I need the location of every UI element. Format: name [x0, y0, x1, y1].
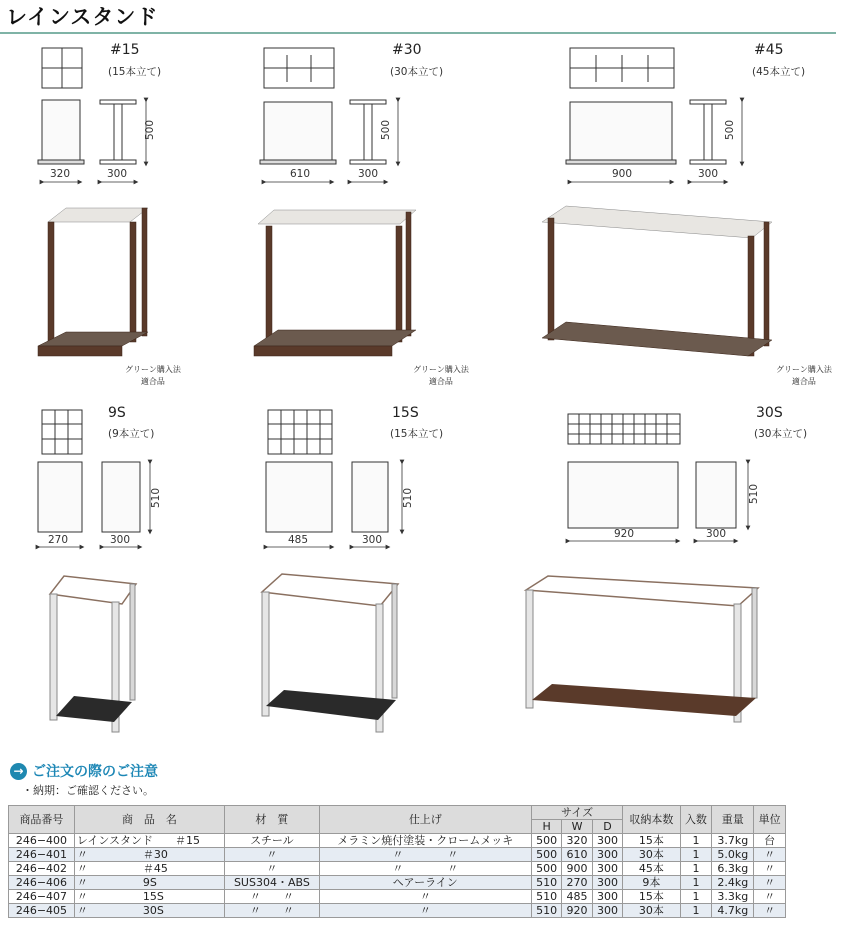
table-cell: 270 [562, 876, 592, 890]
capacity-label-30: (30本立て) [390, 66, 444, 78]
table-cell: 320 [562, 834, 592, 848]
table-cell: 〃 [319, 904, 531, 918]
dim-depth-9s: 300 [110, 534, 131, 546]
spec-table [8, 805, 786, 918]
green-label-15: グリーン購入法 適合品 [125, 365, 181, 386]
dim-depth-15: 300 [107, 168, 128, 180]
table-cell: 〃 [319, 890, 531, 904]
dim-width-9s: 270 [48, 534, 69, 546]
page-title: レインスタンド [6, 5, 159, 29]
header-finish: 仕上げ [319, 806, 531, 834]
table-row [9, 876, 786, 890]
green-label-30: グリーン購入法 適合品 [413, 365, 469, 386]
table-cell: 246−405 [9, 904, 75, 918]
table-cell: 15本 [623, 890, 680, 904]
dim-depth-15s: 300 [362, 534, 383, 546]
table-cell: 510 [531, 890, 561, 904]
table-cell: 1 [680, 848, 712, 862]
table-cell: メラミン焼付塗装・クロームメッキ [319, 834, 531, 848]
header-quantity: 入数 [680, 806, 712, 834]
table-cell: 246−407 [9, 890, 75, 904]
notice-title: ご注文の際のご注意 [32, 764, 158, 780]
table-cell: SUS304・ABS [225, 876, 320, 890]
table-cell: 246−406 [9, 876, 75, 890]
model-label-30s: 30S [756, 405, 783, 421]
dim-depth-30: 300 [358, 168, 379, 180]
table-cell: 610 [562, 848, 592, 862]
table-cell: 510 [531, 876, 561, 890]
table-cell: 6.3kg [712, 862, 754, 876]
table-cell: 〃 [754, 904, 786, 918]
capacity-label-45: (45本立て) [752, 66, 806, 78]
table-cell: 300 [592, 862, 622, 876]
arrow-right-icon: → [10, 763, 27, 780]
capacity-label-15s: (15本立て) [390, 428, 444, 440]
capacity-label-9s: (9本立て) [108, 428, 155, 440]
table-cell: 3.7kg [712, 834, 754, 848]
header-material: 材 質 [225, 806, 320, 834]
table-cell: レインスタンド ＃15 [74, 834, 224, 848]
table-cell: 1 [680, 834, 712, 848]
dim-depth-45: 300 [698, 168, 719, 180]
table-cell: 〃 [754, 848, 786, 862]
capacity-label-15: (15本立て) [108, 66, 162, 78]
table-cell: 900 [562, 862, 592, 876]
table-cell: 300 [592, 904, 622, 918]
dim-width-30s: 920 [614, 528, 635, 540]
table-cell: 〃 〃 [319, 848, 531, 862]
green-label-45: グリーン購入法 適合品 [776, 365, 832, 386]
table-cell: スチール [225, 834, 320, 848]
table-cell: 〃 [754, 862, 786, 876]
dim-height-15s: 510 [402, 487, 415, 509]
model-label-30: #30 [392, 42, 422, 58]
table-cell: 1 [680, 904, 712, 918]
model-label-15s: 15S [392, 405, 419, 421]
dim-width-30: 610 [290, 168, 311, 180]
table-cell: 30本 [623, 904, 680, 918]
dim-width-15: 320 [50, 168, 71, 180]
table-cell: 5.0kg [712, 848, 754, 862]
header-product-name: 商 品 名 [74, 806, 224, 834]
dim-width-15s: 485 [288, 534, 309, 546]
dim-height-9s: 510 [150, 487, 163, 509]
table-cell: 〃 15S [74, 890, 224, 904]
model-label-9s: 9S [108, 405, 126, 421]
table-cell: 〃 ＃45 [74, 862, 224, 876]
table-cell: 510 [531, 904, 561, 918]
table-cell: 500 [531, 862, 561, 876]
table-cell: 500 [531, 848, 561, 862]
table-cell: 〃 〃 [225, 904, 320, 918]
table-cell: 〃 9S [74, 876, 224, 890]
header-size-h: H [531, 820, 561, 834]
table-cell: 15本 [623, 834, 680, 848]
table-cell: ヘアーライン [319, 876, 531, 890]
table-cell: 246−401 [9, 848, 75, 862]
table-row [9, 890, 786, 904]
table-cell: 9本 [623, 876, 680, 890]
table-cell: 920 [562, 904, 592, 918]
header-size-w: W [562, 820, 592, 834]
dim-height-30s: 510 [748, 483, 761, 505]
table-cell: 300 [592, 876, 622, 890]
table-row [9, 862, 786, 876]
dim-height-15: 500 [144, 119, 157, 141]
header-product-number: 商品番号 [9, 806, 75, 834]
table-cell: 30本 [623, 848, 680, 862]
table-row [9, 848, 786, 862]
table-cell: 〃 〃 [319, 862, 531, 876]
dim-width-45: 900 [612, 168, 633, 180]
table-cell: 3.3kg [712, 890, 754, 904]
dim-height-30: 500 [380, 119, 393, 141]
table-cell: 〃 [225, 848, 320, 862]
header-capacity: 収納本数 [623, 806, 680, 834]
header-size-d: D [592, 820, 622, 834]
table-cell: 4.7kg [712, 904, 754, 918]
header-unit: 単位 [754, 806, 786, 834]
table-row [9, 904, 786, 918]
table-cell: 1 [680, 890, 712, 904]
table-cell: 1 [680, 862, 712, 876]
table-cell: 246−402 [9, 862, 75, 876]
table-cell: 500 [531, 834, 561, 848]
table-cell: 45本 [623, 862, 680, 876]
table-cell: 〃 30S [74, 904, 224, 918]
header-weight: 重量 [712, 806, 754, 834]
table-cell: 1 [680, 876, 712, 890]
model-label-45: #45 [754, 42, 784, 58]
dim-depth-30s: 300 [706, 528, 727, 540]
table-cell: 2.4kg [712, 876, 754, 890]
table-cell: 〃 ＃30 [74, 848, 224, 862]
table-cell: 〃 [754, 890, 786, 904]
table-cell: 485 [562, 890, 592, 904]
header-size: サイズ [531, 806, 622, 820]
table-cell: 246−400 [9, 834, 75, 848]
table-cell: 300 [592, 834, 622, 848]
table-cell: 〃 [225, 862, 320, 876]
table-row [9, 834, 786, 848]
model-label-15: #15 [110, 42, 140, 58]
table-cell: 〃 [754, 876, 786, 890]
table-cell: 〃 〃 [225, 890, 320, 904]
table-cell: 台 [754, 834, 786, 848]
table-cell: 300 [592, 848, 622, 862]
table-cell: 300 [592, 890, 622, 904]
capacity-label-30s: (30本立て) [754, 428, 808, 440]
notice-body: ・納期：ご確認ください。 [22, 784, 154, 797]
dim-height-45: 500 [724, 119, 737, 141]
